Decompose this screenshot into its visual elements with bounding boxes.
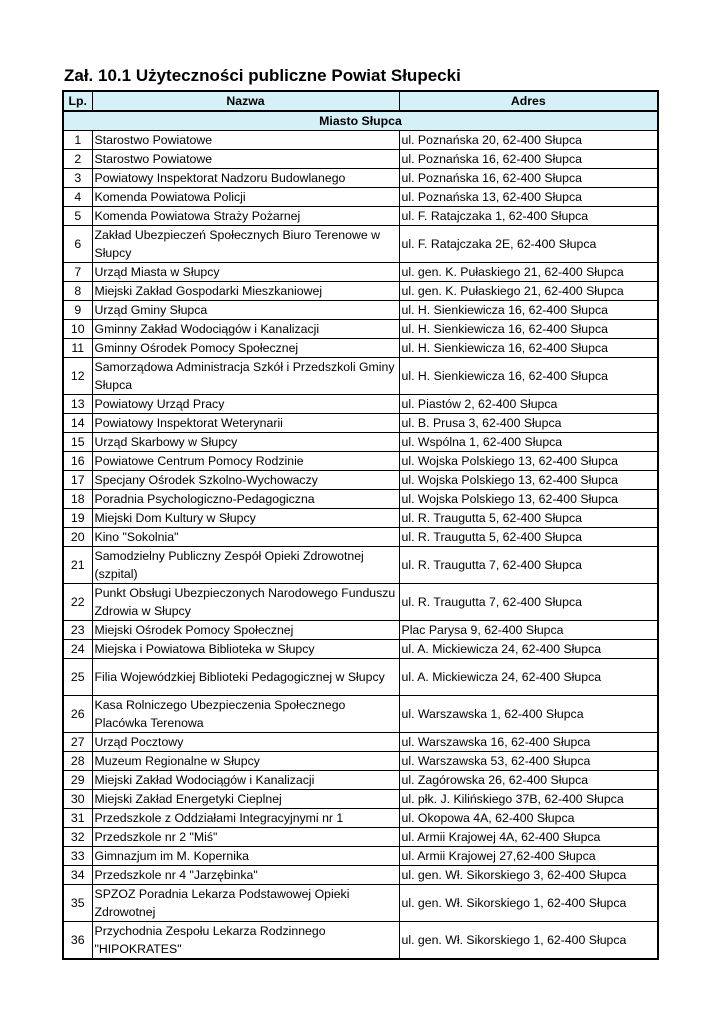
table-row: [63, 395, 658, 414]
row-address-cell: ul. Wojska Polskiego 13, 62-400 Słupca: [399, 471, 658, 490]
table-row: [63, 358, 658, 395]
row-number-cell: 18: [63, 490, 92, 509]
row-number-cell: 10: [63, 320, 92, 339]
table-row: [63, 452, 658, 471]
row-name-cell: Miejski Ośrodek Pomocy Społecznej: [92, 621, 399, 640]
table-row: [63, 320, 658, 339]
row-address-cell: ul. Poznańska 16, 62-400 Słupca: [399, 169, 658, 188]
row-number-cell: 31: [63, 809, 92, 828]
table-row: [63, 169, 658, 188]
row-address-cell: ul. gen. Wł. Sikorskiego 3, 62-400 Słupca: [399, 866, 658, 885]
row-number-cell: 28: [63, 752, 92, 771]
row-name-cell: Urząd Gminy Słupca: [92, 301, 399, 320]
column-header-lp: Lp.: [63, 91, 92, 111]
row-name-cell: Starostwo Powiatowe: [92, 150, 399, 169]
row-name-cell: Przedszkole nr 2 "Miś": [92, 828, 399, 847]
table-row: [63, 790, 658, 809]
table-row: [63, 226, 658, 263]
column-header-nazwa: Nazwa: [92, 91, 399, 111]
row-number-cell: 23: [63, 621, 92, 640]
row-number-cell: 13: [63, 395, 92, 414]
row-address-cell: ul. R. Traugutta 5, 62-400 Słupca: [399, 509, 658, 528]
table-row: [63, 301, 658, 320]
row-address-cell: ul. gen. K. Pułaskiego 21, 62-400 Słupca: [399, 282, 658, 301]
row-name-cell: Zakład Ubezpieczeń Społecznych Biuro Terenowe w Słupcy: [92, 226, 399, 263]
row-name-cell: Starostwo Powiatowe: [92, 131, 399, 150]
row-address-cell: ul. Wspólna 1, 62-400 Słupca: [399, 433, 658, 452]
row-number-cell: 27: [63, 733, 92, 752]
row-number-cell: 35: [63, 885, 92, 922]
row-address-cell: ul. H. Sienkiewicza 16, 62-400 Słupca: [399, 358, 658, 395]
row-address-cell: ul. Warszawska 1, 62-400 Słupca: [399, 696, 658, 733]
row-number-cell: 29: [63, 771, 92, 790]
row-number-cell: 8: [63, 282, 92, 301]
table-row: [63, 282, 658, 301]
table-row: [63, 414, 658, 433]
section-title: Miasto Słupca: [63, 111, 658, 131]
row-address-cell: ul. R. Traugutta 7, 62-400 Słupca: [399, 547, 658, 584]
table-row: [63, 471, 658, 490]
table-row: [63, 847, 658, 866]
row-name-cell: Punkt Obsługi Ubezpieczonych Narodowego Funduszu Zdrowia w Słupcy: [92, 584, 399, 621]
table-row: [63, 433, 658, 452]
row-address-cell: ul. Wojska Polskiego 13, 62-400 Słupca: [399, 452, 658, 471]
row-address-cell: ul. Zagórowska 26, 62-400 Słupca: [399, 771, 658, 790]
row-name-cell: Miejski Zakład Wodociągów i Kanalizacji: [92, 771, 399, 790]
row-address-cell: ul. Wojska Polskiego 13, 62-400 Słupca: [399, 490, 658, 509]
row-name-cell: Samorządowa Administracja Szkół i Przedszkoli Gminy Słupca: [92, 358, 399, 395]
table-row: [63, 188, 658, 207]
row-name-cell: Kasa Rolniczego Ubezpieczenia Społecznego Placówka Terenowa: [92, 696, 399, 733]
row-address-cell: ul. R. Traugutta 5, 62-400 Słupca: [399, 528, 658, 547]
row-number-cell: 24: [63, 640, 92, 659]
row-address-cell: ul. Armii Krajowej 4A, 62-400 Słupca: [399, 828, 658, 847]
row-name-cell: SPZOZ Poradnia Lekarza Podstawowej Opieki Zdrowotnej: [92, 885, 399, 922]
row-name-cell: Przedszkole nr 4 "Jarzębinka": [92, 866, 399, 885]
row-number-cell: 21: [63, 547, 92, 584]
row-address-cell: ul. gen. Wł. Sikorskiego 1, 62-400 Słupca: [399, 885, 658, 922]
section-header-row: [63, 111, 658, 131]
row-address-cell: ul. Armii Krajowej 27,62-400 Słupca: [399, 847, 658, 866]
row-name-cell: Kino "Sokolnia": [92, 528, 399, 547]
table-row: [63, 866, 658, 885]
row-number-cell: 34: [63, 866, 92, 885]
row-name-cell: Miejski Zakład Gospodarki Mieszkaniowej: [92, 282, 399, 301]
row-name-cell: Urząd Pocztowy: [92, 733, 399, 752]
row-name-cell: Gimnazjum im M. Kopernika: [92, 847, 399, 866]
row-name-cell: Urząd Miasta w Słupcy: [92, 263, 399, 282]
row-number-cell: 19: [63, 509, 92, 528]
row-name-cell: Poradnia Psychologiczno-Pedagogiczna: [92, 490, 399, 509]
row-number-cell: 4: [63, 188, 92, 207]
row-number-cell: 17: [63, 471, 92, 490]
table-row: [63, 547, 658, 584]
row-number-cell: 11: [63, 339, 92, 358]
row-address-cell: Plac Parysa 9, 62-400 Słupca: [399, 621, 658, 640]
row-number-cell: 14: [63, 414, 92, 433]
row-name-cell: Filia Wojewódzkiej Biblioteki Pedagogicznej w Słupcy: [92, 659, 399, 696]
row-name-cell: Specjany Ośrodek Szkolno-Wychowaczy: [92, 471, 399, 490]
row-address-cell: ul. B. Prusa 3, 62-400 Słupca: [399, 414, 658, 433]
row-address-cell: ul. Poznańska 16, 62-400 Słupca: [399, 150, 658, 169]
table-row: [63, 150, 658, 169]
row-name-cell: Komenda Powiatowa Policji: [92, 188, 399, 207]
table-row: [63, 640, 658, 659]
row-address-cell: ul. gen. K. Pułaskiego 21, 62-400 Słupca: [399, 263, 658, 282]
table-row: [63, 207, 658, 226]
row-name-cell: Urząd Skarbowy w Słupcy: [92, 433, 399, 452]
table-row: [63, 809, 658, 828]
table-row: [63, 828, 658, 847]
row-address-cell: ul. płk. J. Kilińskiego 37B, 62-400 Słupca: [399, 790, 658, 809]
table-row: [63, 490, 658, 509]
row-number-cell: 22: [63, 584, 92, 621]
row-number-cell: 26: [63, 696, 92, 733]
public-buildings-table: [62, 90, 659, 960]
table-row: [63, 922, 658, 960]
row-number-cell: 2: [63, 150, 92, 169]
row-name-cell: Samodzielny Publiczny Zespół Opieki Zdrowotnej (szpital): [92, 547, 399, 584]
row-address-cell: ul. Piastów 2, 62-400 Słupca: [399, 395, 658, 414]
table-row: [63, 509, 658, 528]
row-name-cell: Gminny Ośrodek Pomocy Społecznej: [92, 339, 399, 358]
row-number-cell: 30: [63, 790, 92, 809]
row-address-cell: ul. Warszawska 53, 62-400 Słupca: [399, 752, 658, 771]
row-address-cell: ul. H. Sienkiewicza 16, 62-400 Słupca: [399, 301, 658, 320]
row-number-cell: 36: [63, 922, 92, 960]
row-name-cell: Miejski Zakład Energetyki Cieplnej: [92, 790, 399, 809]
table-row: [63, 752, 658, 771]
row-address-cell: ul. A. Mickiewicza 24, 62-400 Słupca: [399, 640, 658, 659]
table-row: [63, 621, 658, 640]
row-number-cell: 9: [63, 301, 92, 320]
table-row: [63, 771, 658, 790]
table-row: [63, 733, 658, 752]
table-row: [63, 696, 658, 733]
row-number-cell: 7: [63, 263, 92, 282]
row-name-cell: Komenda Powiatowa Straży Pożarnej: [92, 207, 399, 226]
row-name-cell: Powiatowy Inspektorat Weterynarii: [92, 414, 399, 433]
row-address-cell: ul. Okopowa 4A, 62-400 Słupca: [399, 809, 658, 828]
row-address-cell: ul. Poznańska 13, 62-400 Słupca: [399, 188, 658, 207]
table-row: [63, 131, 658, 150]
document-title: Zał. 10.1 Użyteczności publiczne Powiat Słupecki: [64, 66, 461, 85]
row-number-cell: 6: [63, 226, 92, 263]
row-name-cell: Powiatowe Centrum Pomocy Rodzinie: [92, 452, 399, 471]
row-number-cell: 25: [63, 659, 92, 696]
row-address-cell: ul. H. Sienkiewicza 16, 62-400 Słupca: [399, 320, 658, 339]
table-row: [63, 339, 658, 358]
row-address-cell: ul. Warszawska 16, 62-400 Słupca: [399, 733, 658, 752]
row-name-cell: Powiatowy Urząd Pracy: [92, 395, 399, 414]
row-number-cell: 32: [63, 828, 92, 847]
table-row: [63, 263, 658, 282]
row-number-cell: 20: [63, 528, 92, 547]
table-row: [63, 584, 658, 621]
row-name-cell: Miejski Dom Kultury w Słupcy: [92, 509, 399, 528]
row-name-cell: Miejska i Powiatowa Biblioteka w Słupcy: [92, 640, 399, 659]
row-number-cell: 33: [63, 847, 92, 866]
row-number-cell: 5: [63, 207, 92, 226]
row-name-cell: Przedszkole z Oddziałami Integracyjnymi nr 1: [92, 809, 399, 828]
table-row: [63, 528, 658, 547]
row-name-cell: Muzeum Regionalne w Słupcy: [92, 752, 399, 771]
row-number-cell: 3: [63, 169, 92, 188]
row-number-cell: 16: [63, 452, 92, 471]
row-number-cell: 1: [63, 131, 92, 150]
row-address-cell: ul. F. Ratajczaka 2E, 62-400 Słupca: [399, 226, 658, 263]
row-address-cell: ul. H. Sienkiewicza 16, 62-400 Słupca: [399, 339, 658, 358]
row-number-cell: 15: [63, 433, 92, 452]
row-name-cell: Powiatowy Inspektorat Nadzoru Budowlanego: [92, 169, 399, 188]
row-address-cell: ul. Poznańska 20, 62-400 Słupca: [399, 131, 658, 150]
row-address-cell: ul. F. Ratajczaka 1, 62-400 Słupca: [399, 207, 658, 226]
row-address-cell: ul. R. Traugutta 7, 62-400 Słupca: [399, 584, 658, 621]
table-header-row: [63, 91, 658, 111]
row-address-cell: ul. A. Mickiewicza 24, 62-400 Słupca: [399, 659, 658, 696]
row-address-cell: ul. gen. Wł. Sikorskiego 1, 62-400 Słupca: [399, 922, 658, 960]
table-row: [63, 885, 658, 922]
row-number-cell: 12: [63, 358, 92, 395]
column-header-adres: Adres: [399, 91, 658, 111]
row-name-cell: Gminny Zakład Wodociągów i Kanalizacji: [92, 320, 399, 339]
row-name-cell: Przychodnia Zespołu Lekarza Rodzinnego "HIPOKRATES": [92, 922, 399, 960]
table-row: [63, 659, 658, 696]
